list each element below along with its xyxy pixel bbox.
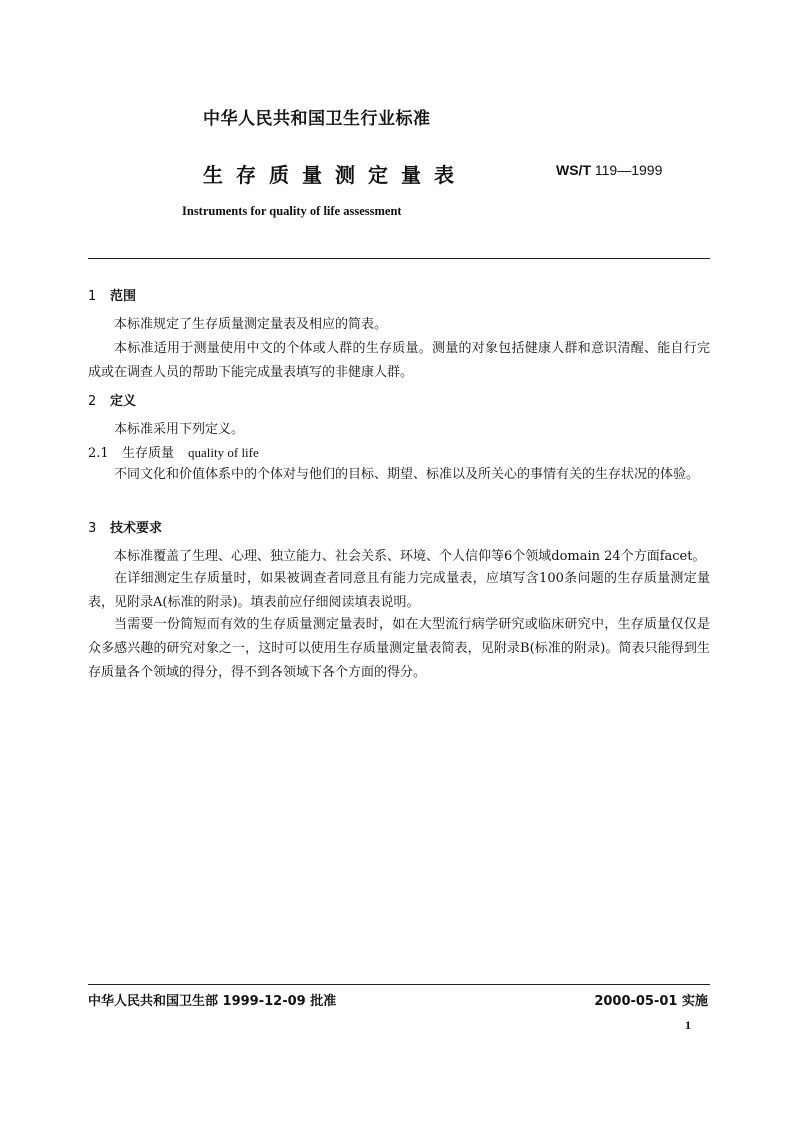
- section-2-heading: [88, 390, 136, 409]
- section-number: 2: [88, 394, 97, 409]
- definition-2-1-heading: [88, 442, 259, 461]
- definition-2-1-text: 不同文化和价值体系中的个体对与他们的目标、期望、标准以及所关心的事情有关的生存状况的体验。: [114, 467, 700, 482]
- issuing-body-header: 中华人民共和国卫生行业标准: [203, 109, 431, 129]
- standard-number: 119—1999: [594, 162, 663, 178]
- document-title-cn: 生存质量测定量表: [203, 163, 467, 187]
- section-2-para-1: 本标准采用下列定义。: [114, 422, 245, 437]
- header-divider: [88, 258, 710, 259]
- section-title: 定义: [110, 394, 137, 409]
- effective-date-line: 2000-05-01 实施: [594, 994, 708, 1009]
- definition-number: 2.1: [88, 446, 109, 461]
- standard-prefix: WS/T: [556, 162, 591, 178]
- section-1-para-1: 本标准规定了生存质量测定量表及相应的简表。: [114, 317, 388, 332]
- definition-term: 生存质量: [122, 446, 175, 461]
- section-number: 3: [88, 521, 97, 536]
- section-3-para-2: 在详细测定生存质量时，如果被调查者同意且有能力完成量表，应填写含100条问题的生存质量测定量表，见附录A(标准的附录)。填表前应仔细阅读填表说明。: [88, 571, 710, 610]
- section-3-para-1: 本标准覆盖了生理、心理、独立能力、社会关系、环境、个人信仰等6个领域domain 24个方面facet。: [114, 549, 706, 564]
- definition-term-en: quality of life: [188, 445, 259, 460]
- section-title: 范围: [110, 289, 137, 304]
- page-number: 1: [685, 1018, 691, 1032]
- standard-code: [556, 162, 662, 178]
- footer-divider: [88, 984, 710, 985]
- document-title-en: Instruments for quality of life assessment: [182, 204, 402, 218]
- section-1-heading: [88, 285, 136, 304]
- approval-line: 中华人民共和国卫生部 1999-12-09 批准: [88, 994, 337, 1009]
- section-3-heading: [88, 517, 162, 536]
- section-3-para-3: 当需要一份简短而有效的生存质量测定量表时，如在大型流行病学研究或临床研究中，生存质量仅仅是众多感兴趣的研究对象之一，这时可以使用生存质量测定量表简表，见附录B(标准的附录)。简表只能得到生存质量各个领域的得分，得不到各领域下各个方面的得分。: [88, 617, 710, 680]
- section-1-para-2: 本标准适用于测量使用中文的个体或人群的生存质量。测量的对象包括健康人群和意识清醒、能自行完成或在调查人员的帮助下能完成量表填写的非健康人群。: [88, 341, 710, 380]
- section-number: 1: [88, 289, 97, 304]
- section-title: 技术要求: [110, 521, 163, 536]
